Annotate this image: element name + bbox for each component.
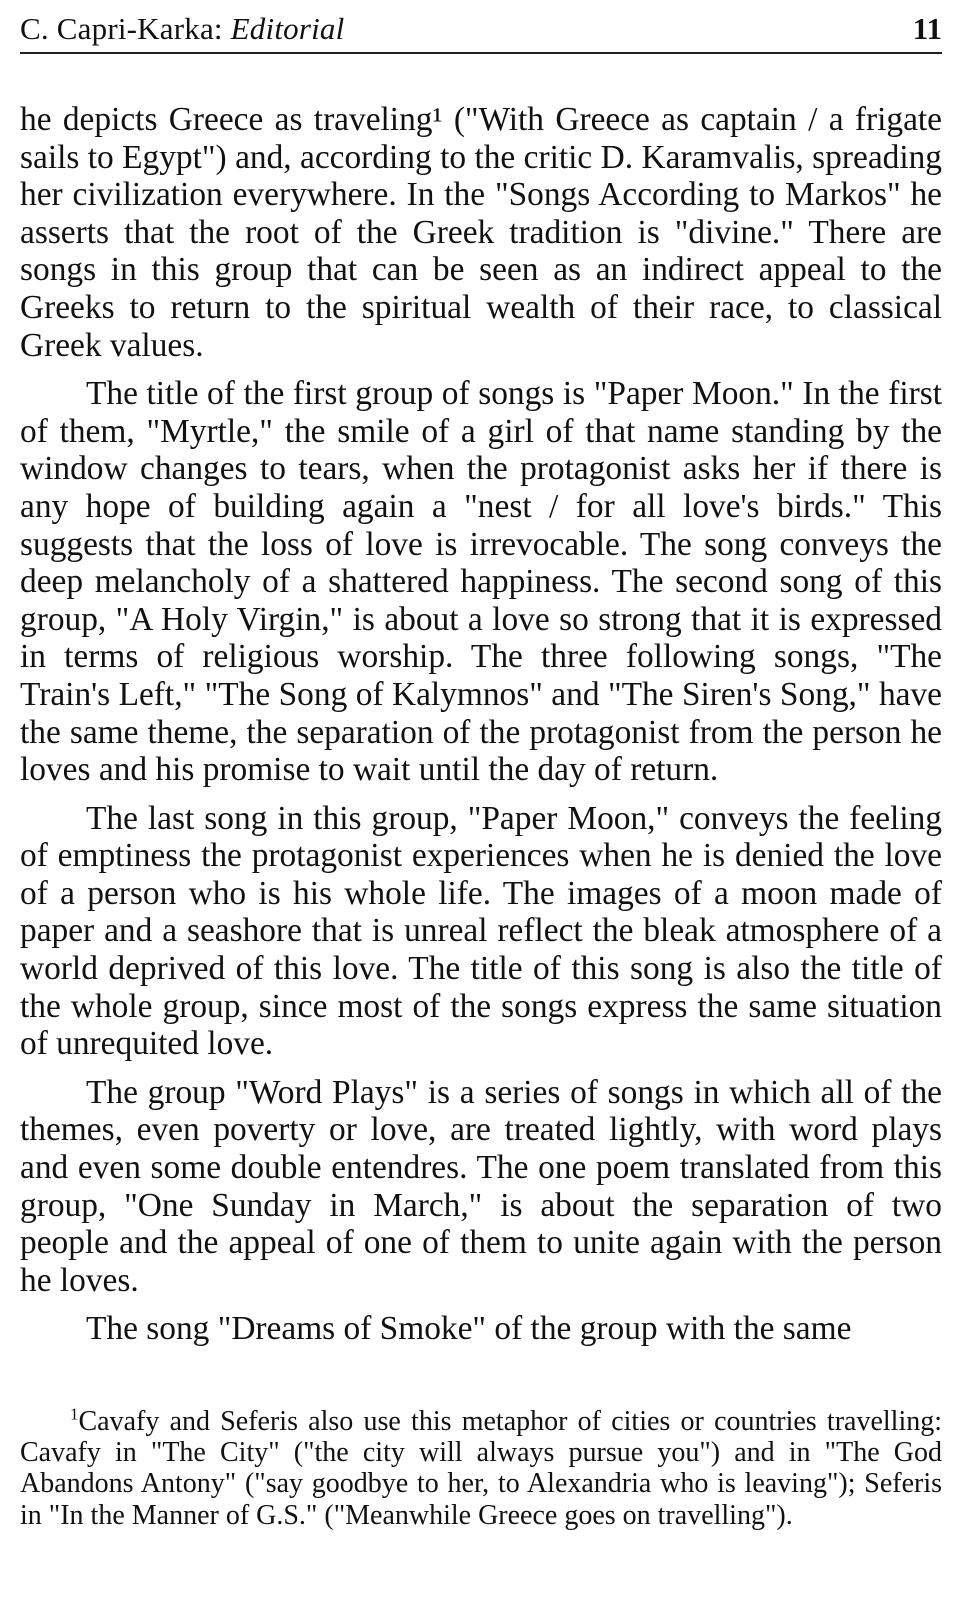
running-head-title — [20, 11, 344, 47]
body-paragraph: The group "Word Plays" is a series of songs in which all of the themes, even poverty or love, are treated lightly, with word plays and even some double entendres. The one poem translated from this group, "One Sunday in March," is about the separation of two people and the appeal of one of them to unite again with the person he loves. — [20, 1073, 942, 1299]
body-paragraph: The title of the first group of songs is "Paper Moon." In the first of them, "Myrtle," the smile of a girl of that name standing by the window changes to tears, when the protagonist asks her if there is any hope of building again a "nest / for all love's birds." This suggests that the loss of love is irrevocable. The song conveys the deep melancholy of a shattered happiness. The second song of this group, "A Holy Virgin," is about a love so strong that it is expressed in terms of religious worship. The three following songs, "The Train's Left," "The Song of Kalymnos" and "The Siren's Song," have the same theme, the separation of the protagonist from the person he loves and his promise to wait until the day of return. — [20, 375, 942, 789]
body-paragraph: The last song in this group, "Paper Moon," conveys the feeling of emptiness the protagonist experiences when he is denied the love of a person who is his whole life. The images of a moon made of paper and a seashore that is unreal reflect the bleak atmosphere of a world deprived of this love. The title of this song is also the title of the whole group, since most of the songs express the same situation of unrequited love. — [20, 799, 942, 1063]
article-body — [20, 101, 942, 1348]
footnote-text: Cavafy and Seferis also use this metaphor of cities or countries travelling: Cavafy in "The City" ("the city will always pursue you") and in "The God Abandons Antony" ("say goodbye to her, to Alexandria who is leaving"); Seferis in "In the Manner of G.S." ("Meanwhile Greece goes on travelling"). — [20, 1406, 942, 1531]
footnotes — [20, 1406, 942, 1531]
body-paragraph: he depicts Greece as traveling¹ ("With Greece as captain / a frigate sails to Egypt") and, according to the critic D. Karamvalis, spreading her civilization everywhere. In the "Songs According to Markos" he asserts that the root of the Greek tradition is "divine." There are songs in this group that can be seen as an indirect appeal to the Greeks to return to the spiritual wealth of their race, to classical Greek values. — [20, 101, 942, 364]
running-header — [20, 6, 942, 54]
footnote-marker: 1 — [70, 1404, 79, 1424]
page-number: 11 — [912, 11, 942, 46]
footnote-1 — [20, 1406, 942, 1531]
body-paragraph: The song "Dreams of Smoke" of the group with the same — [86, 1310, 852, 1348]
running-head-author: C. Capri-Karka: — [20, 11, 231, 46]
running-head-section: Editorial — [230, 11, 345, 46]
